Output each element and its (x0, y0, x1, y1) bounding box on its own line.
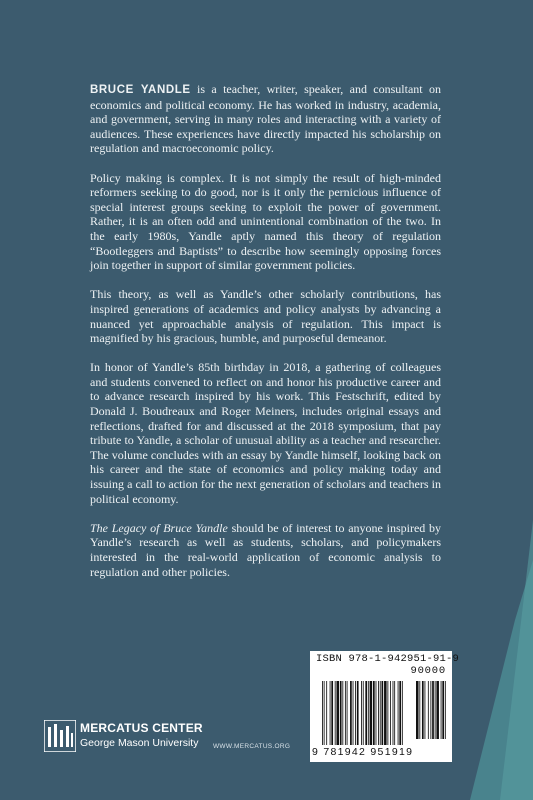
barcode-bar (436, 681, 439, 739)
barcode-bar (378, 681, 379, 745)
barcode-bar (335, 681, 336, 745)
barcode-bar (398, 681, 399, 745)
barcode-bar (342, 681, 343, 745)
closing-text: should be of interest to anyone inspired by Yandle’s research as well as students, scholars, and policymakers interested in the real-world application of economic analysis to regulation and other policies. (90, 520, 442, 579)
back-cover-copy (90, 82, 441, 594)
bio-paragraph (90, 82, 441, 156)
barcode-bar (330, 681, 331, 745)
barcode-bar (347, 681, 348, 745)
barcode-bar (373, 681, 375, 745)
barcode-bar (442, 681, 444, 739)
mercatus-logo-mark (44, 720, 76, 752)
barcode-bar (445, 681, 446, 739)
barcode-bar (432, 681, 434, 739)
barcode-bar (355, 681, 356, 745)
barcode-bar (422, 681, 424, 739)
barcode-bar (345, 681, 346, 745)
barcode-bar (416, 681, 419, 739)
publisher-affiliation: George Mason University (80, 737, 199, 749)
barcode-bar (370, 681, 373, 745)
barcode-bar (430, 681, 431, 739)
publisher-website: WWW.MERCATUS.ORG (213, 743, 291, 750)
barcode-bar (376, 681, 377, 745)
barcode-bar (384, 681, 387, 745)
isbn-barcode (310, 651, 460, 762)
book-title: The Legacy of Bruce Yandle (90, 520, 228, 535)
barcode-bar (382, 681, 384, 745)
barcode-bar (394, 681, 395, 745)
barcode-bar (428, 681, 429, 739)
price-code: 90000 (410, 665, 446, 677)
barcode-bar (326, 681, 327, 745)
barcode-bar (353, 681, 354, 745)
paragraph-festschrift: In honor of Yandle’s 85th birthday in 2018, a gathering of colleagues and students convened to reflect on and honor his productive career and to advance research inspired by his work. This Festschrift, edited by Donald J. Boudreaux and Roger Meiners, includes original essays and reflections, drafted for and discussed at the 2018 symposium, that pay tribute to Yandle, a scholar of unusual ability as a teacher and researcher. The volume concludes with an essay by Yandle himself, looking back on his career and the state of economics and policy making today and issuing a call to action for the next generation of scholars and teachers in political economy. (90, 360, 441, 506)
barcode-bar (435, 681, 436, 739)
publisher-name: MERCATUS CENTER (80, 721, 203, 735)
barcode-bar (357, 681, 359, 745)
barcode-bar (380, 681, 381, 745)
barcode-bar (350, 681, 352, 745)
closing-paragraph (90, 521, 441, 579)
barcode-bar (363, 681, 364, 745)
paragraph-policy: Policy making is complex. It is not simply the result of high-minded reformers seeking to do good, nor is it only the pernicious influence of special interest groups seeking to exploit the power of government. Rather, it is an often odd and unintentional combination of the two. In the early 1980s, Yandle aptly named this theory of regulation “Bootleggers and Baptists” to describe how seemingly opposing forces join together in support of similar government policies. (90, 170, 441, 273)
barcode-bar (361, 681, 362, 745)
barcode-bar (419, 681, 420, 739)
barcode-bar (399, 681, 401, 745)
barcode-bar (390, 681, 391, 745)
barcode-bar (387, 681, 388, 745)
barcode-bar (340, 681, 342, 745)
barcode-bar (402, 681, 403, 745)
barcode-bar (322, 681, 323, 745)
ean-number: 9 781942 951919 (312, 746, 414, 758)
barcode-bar (393, 681, 394, 745)
author-name: BRUCE YANDLE (90, 84, 191, 96)
barcode-bar (365, 681, 367, 745)
barcode-bar (368, 681, 369, 745)
barcode-bar (331, 681, 333, 745)
barcode-bar (324, 681, 325, 745)
bio-text: is a teacher, writer, speaker, and consultant on economics and political economy. He has worked in industry, academia, and government, serving in many roles and interacting with a variety of audiences. These experiences have directly impacted his scholarship on regulation and macroeconomic policy. (90, 82, 441, 156)
paragraph-theory: This theory, as well as Yandle’s other scholarly contributions, has inspired generations of academics and policy analysts by advancing a nuanced yet approachable analysis of regulation. This impact is magnified by his gracious, humble, and purposeful demeanor. (90, 287, 441, 346)
barcode-bar (425, 681, 426, 739)
barcode-bar (336, 681, 339, 745)
barcode-bar (441, 681, 442, 739)
isbn-number: ISBN 978-1-942951-91-9 (316, 653, 460, 665)
